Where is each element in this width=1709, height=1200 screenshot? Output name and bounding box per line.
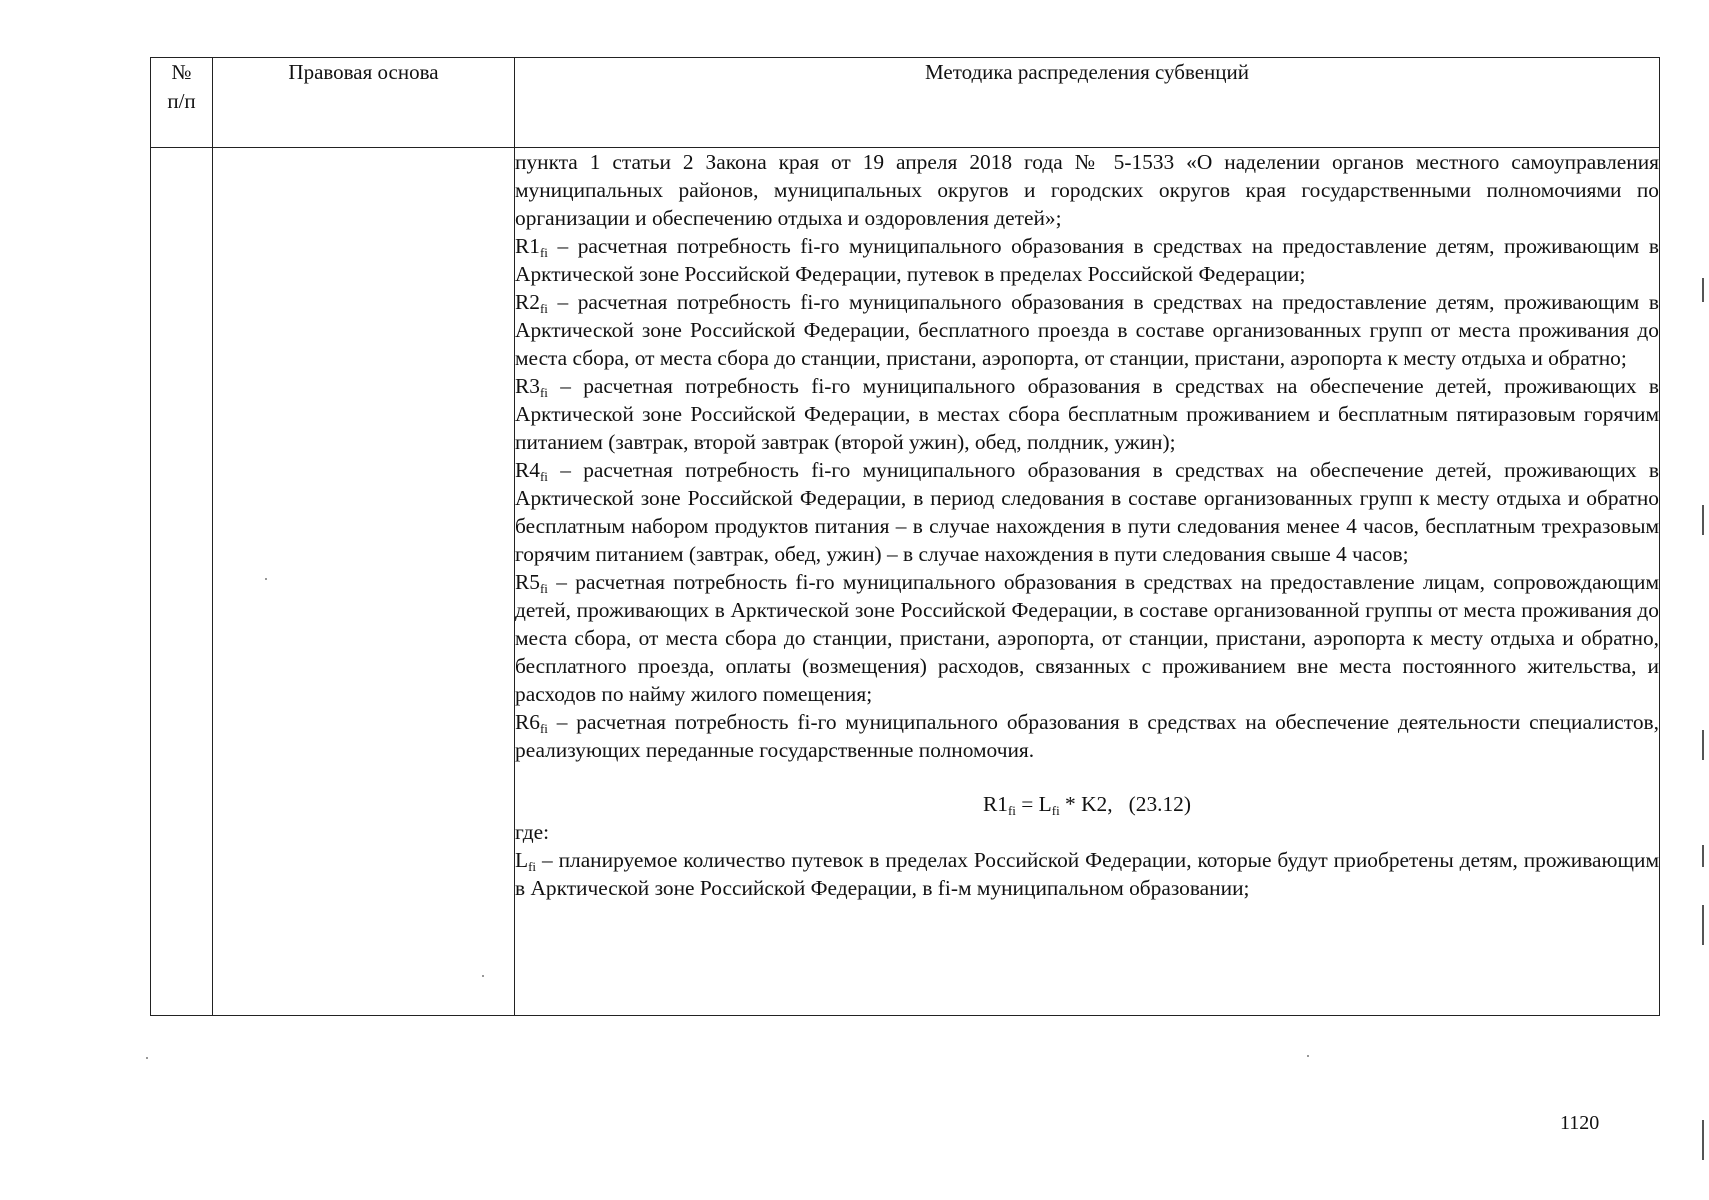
definition-text: – расчетная потребность fi-го муниципального образования в средствах на предоставление лицам, сопровождающим детей, проживающих в Арктической зоне Российской Федерации, в составе организованной группы от места проживания до места сбора, от места сбора до станции, пристани, аэропорта, от станции, пристани, аэропорта к месту отдыха и обратно, бесплатного проезда, оплаты (возмещения) расходов, связанных с проживанием вне места постоянного жительства, и расходов по найму жилого помещения;: [515, 570, 1659, 706]
symbol-letter: R2: [515, 290, 540, 314]
scan-artifact: [1702, 278, 1704, 302]
definition-r3: [515, 372, 1659, 456]
header-number: [151, 58, 213, 148]
formula-rhs-symbol: L: [1038, 792, 1052, 816]
where-item-symbol: [515, 848, 536, 872]
formula-rhs-sub: fi: [1051, 803, 1060, 818]
scan-artifact: [1702, 845, 1704, 867]
row-methodology-cell: [515, 148, 1660, 1016]
where-item-text: – планируемое количество путевок в пределах Российской Федерации, которые будут приобретены детям, проживающим в Арктической зоне Российской Федерации, в fi-м муниципальном образовании;: [515, 848, 1659, 900]
scan-speck: [265, 578, 267, 580]
symbol-subscript: fi: [539, 245, 548, 260]
formula-lhs: R1: [982, 792, 1008, 816]
definition-text: – расчетная потребность fi-го муниципального образования в средствах на предоставление детям, проживающим в Арктической зоне Российской Федерации, бесплатного проезда в составе организованных групп от места проживания до места сбора, от места сбора до станции, пристани, аэропорта, от станции, пристани, аэропорта к месту отдыха и обратно;: [515, 290, 1659, 370]
symbol-letter: R3: [515, 374, 540, 398]
table-row: [151, 148, 1660, 1016]
definition-r4: [515, 456, 1659, 568]
formula-lhs-sub: fi: [1007, 803, 1016, 818]
symbol-letter: R1: [515, 234, 540, 258]
header-number-symbol: №: [171, 60, 192, 84]
definition-symbol: [515, 458, 548, 482]
symbol-subscript: fi: [539, 721, 548, 736]
page-number: 1120: [1560, 1112, 1600, 1134]
row-legal-basis-cell: [213, 148, 515, 1016]
symbol-subscript: fi: [539, 469, 548, 484]
where-item-l: [515, 846, 1659, 902]
formula-equals: =: [1015, 792, 1039, 816]
header-number-abbr: п/п: [167, 89, 196, 113]
definition-text: – расчетная потребность fi-го муниципального образования в средствах на обеспечение деятельности специалистов, реализующих переданные государственные полномочия.: [515, 710, 1659, 762]
scan-speck: [146, 1057, 148, 1059]
definition-text: – расчетная потребность fi-го муниципального образования в средствах на обеспечение детей, проживающих в Арктической зоне Российской Федерации, в период следования в составе организованных групп к месту отдыха и обратно бесплатным набором продуктов питания – в случае нахождения в пути следования менее 4 часов, бесплатным трехразовым горячим питанием (завтрак, обед, ужин) – в случае нахождения в пути следования свыше 4 часов;: [515, 458, 1659, 566]
definition-symbol: [515, 234, 548, 258]
definition-symbol: [515, 570, 548, 594]
definition-r6: [515, 708, 1659, 764]
definition-r1: [515, 232, 1659, 288]
symbol-letter: R4: [515, 458, 540, 482]
symbol-letter: L: [515, 848, 529, 872]
scan-speck: [1307, 1055, 1309, 1057]
symbol-subscript: fi: [528, 859, 537, 874]
scan-artifact: [1702, 730, 1704, 760]
formula-rhs-rest: * K2,: [1059, 792, 1113, 816]
scan-artifact: [1702, 505, 1704, 535]
formula-number: (23.12): [1128, 792, 1192, 816]
definition-r5: [515, 568, 1659, 708]
definition-r2: [515, 288, 1659, 372]
intro-paragraph: пункта 1 статьи 2 Закона края от 19 апреля 2018 года № 5-1533 «О наделении органов местного самоуправления муниципальных районов, муниципальных округов и городских округов края государственными полномочиями по организации и обеспечению отдыха и оздоровления детей»;: [515, 150, 1659, 230]
definition-text: – расчетная потребность fi-го муниципального образования в средствах на предоставление детям, проживающим в Арктической зоне Российской Федерации, путевок в пределах Российской Федерации;: [515, 234, 1659, 286]
table-header-row: [151, 58, 1660, 148]
symbol-letter: R5: [515, 570, 540, 594]
formula-23-12: [515, 790, 1659, 818]
header-methodology: Методика распределения субвенций: [515, 58, 1660, 148]
header-legal-basis: Правовая основа: [213, 58, 515, 148]
definition-text: – расчетная потребность fi-го муниципального образования в средствах на обеспечение детей, проживающих в Арктической зоне Российской Федерации, в местах сбора бесплатным проживанием и бесплатным пятиразовым горячим питанием (завтрак, второй завтрак (второй ужин), обед, полдник, ужин);: [515, 374, 1659, 454]
definition-symbol: [515, 290, 548, 314]
symbol-subscript: fi: [539, 385, 548, 400]
scan-artifact: [1702, 905, 1704, 945]
symbol-subscript: fi: [539, 301, 548, 316]
row-number-cell: [151, 148, 213, 1016]
symbol-subscript: fi: [539, 581, 548, 596]
where-list: [515, 846, 1659, 902]
scan-speck: [482, 975, 484, 977]
definitions-list: [515, 232, 1659, 764]
definition-symbol: [515, 710, 548, 734]
scan-artifact: [1702, 1120, 1704, 1160]
symbol-letter: R6: [515, 710, 540, 734]
where-label: где:: [515, 820, 550, 844]
definition-symbol: [515, 374, 548, 398]
subventions-table: [150, 57, 1660, 1016]
